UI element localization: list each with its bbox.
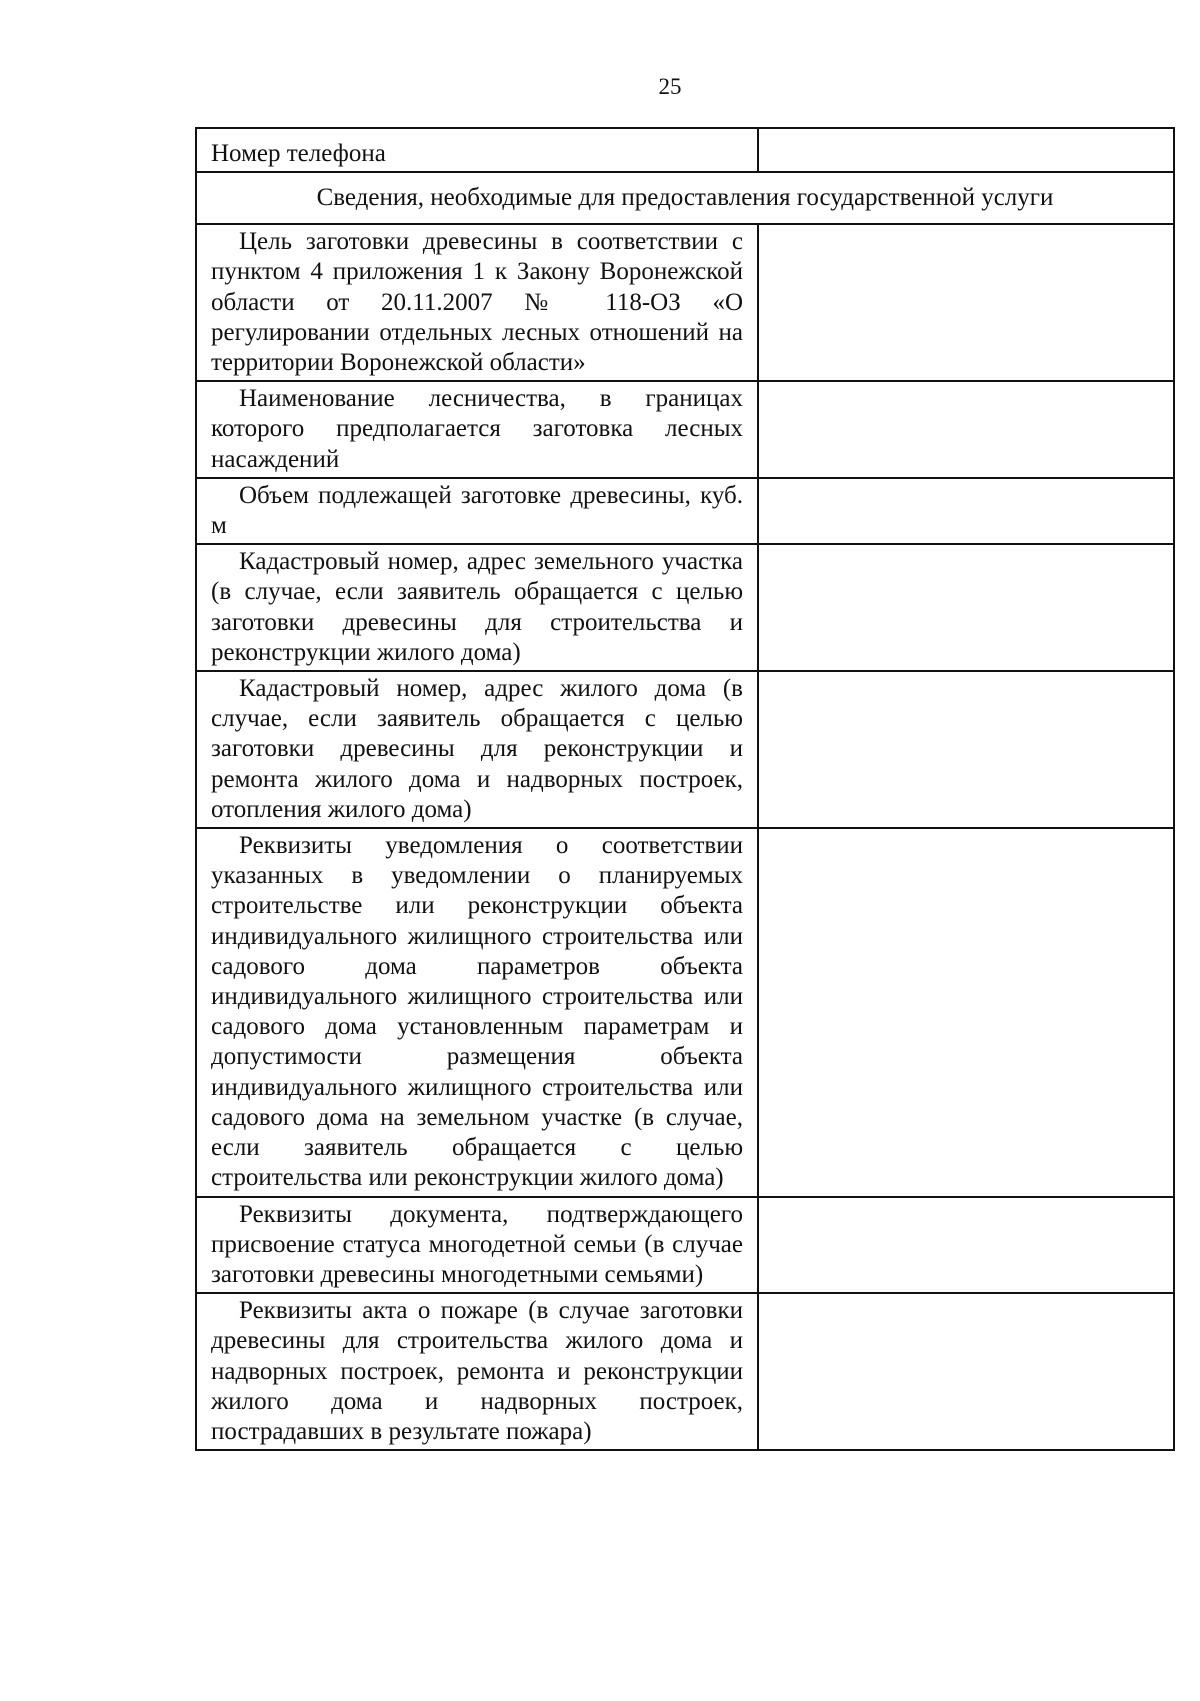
row-value-fire-act[interactable] [758,1293,1174,1450]
row-value-large-family[interactable] [758,1197,1174,1294]
table-row-notification [196,828,1174,1196]
section-header: Сведения, необходимые для предоставления государственной услуги [196,172,1174,224]
row-value-volume[interactable] [758,478,1174,544]
row-value-house[interactable] [758,671,1174,828]
row-label-volume: Объем подлежащей заготовке древесины, куб. м [196,478,758,544]
row-value-purpose[interactable] [758,224,1174,381]
phone-label: Номер телефона [196,128,758,172]
phone-value-field[interactable] [758,128,1174,172]
table-row-volume [196,478,1174,544]
row-label-house: Кадастровый номер, адрес жилого дома (в случае, если заявитель обращается с целью заготовки древесины для реконструкции и ремонта жилого дома и надворных построек, отопления жилого дома) [196,671,758,828]
row-label-large-family: Реквизиты документа, подтверждающего присвоение статуса многодетной семьи (в случае заготовки древесины многодетными семьями) [196,1197,758,1294]
table-row-purpose [196,224,1174,381]
row-label-land-plot: Кадастровый номер, адрес земельного участка (в случае, если заявитель обращается с целью заготовки древесины для строительства и реконструкции жилого дома) [196,544,758,671]
row-label-notification: Реквизиты уведомления о соответствии указанных в уведомлении о планируемых строительстве или реконструкции объекта индивидуального жилищного строительства или садового дома параметров объекта индивидуального жилищного строительства или садового дома установленным параметрам и допустимости размещения объекта индивидуального жилищного строительства или садового дома на земельном участке (в случае, если заявитель обращается с целью строительства или реконструкции жилого дома) [196,828,758,1196]
table-row-land-plot [196,544,1174,671]
table-row-fire-act [196,1293,1174,1450]
row-label-purpose: Цель заготовки древесины в соответствии с пунктом 4 приложения 1 к Закону Воронежской области от 20.11.2007 № 118-ОЗ «О регулировании отдельных лесных отношений на территории Воронежской области» [196,224,758,381]
row-value-notification[interactable] [758,828,1174,1196]
table-row-forestry [196,381,1174,478]
row-value-forestry[interactable] [758,381,1174,478]
row-value-land-plot[interactable] [758,544,1174,671]
row-label-forestry: Наименование лесничества, в границах которого предполагается заготовка лесных насаждений [196,381,758,478]
page-number: 25 [658,74,682,99]
table-row-house [196,671,1174,828]
row-label-fire-act: Реквизиты акта о пожаре (в случае заготовки древесины для строительства жилого дома и надворных построек, ремонта и реконструкции жилого дома и надворных построек, пострадавших в результате пожара) [196,1293,758,1450]
table-row-section-header [196,172,1174,224]
application-form-table [195,127,1175,1451]
table-row-large-family [196,1197,1174,1294]
table-row-phone [196,128,1174,172]
